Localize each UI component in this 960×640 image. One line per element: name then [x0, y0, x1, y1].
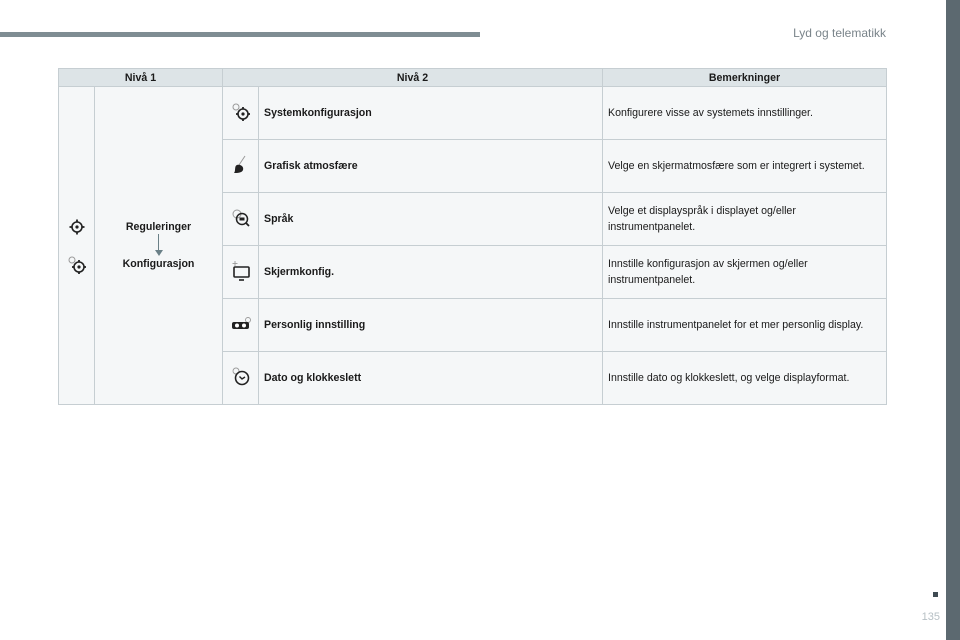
table-row	[59, 87, 887, 140]
settings-table	[58, 68, 887, 405]
level1-label-bottom: Konfigurasjon	[122, 258, 195, 270]
row-remark: Innstille konfigurasjon av skjermen og/eller instrumentpanelet.	[603, 246, 887, 299]
level1-labels-cell	[95, 87, 223, 405]
row-icon-cell	[223, 299, 259, 352]
row-icon-cell	[223, 352, 259, 405]
row-remark: Konfigurere visse av systemets innstillinger.	[603, 87, 887, 140]
top-accent-bar	[0, 32, 480, 37]
side-strip	[946, 0, 960, 640]
monitor-icon	[229, 259, 253, 283]
row-label: Dato og klokkeslett	[259, 352, 603, 405]
header-remarks: Bemerkninger	[603, 69, 887, 87]
row-label: Grafisk atmosfære	[259, 140, 603, 193]
page-marker	[933, 592, 938, 597]
row-remark: Velge et displayspråk i displayet og/eller instrumentpanelet.	[603, 193, 887, 246]
row-label: Personlig innstilling	[259, 299, 603, 352]
row-label: Språk	[259, 193, 603, 246]
row-icon-cell	[223, 87, 259, 140]
row-icon-cell	[223, 246, 259, 299]
header-level1: Nivå 1	[59, 69, 223, 87]
brush-icon	[229, 153, 253, 177]
row-label: Skjermkonfig.	[259, 246, 603, 299]
row-label: Systemkonfigurasjon	[259, 87, 603, 140]
row-icon-cell	[223, 193, 259, 246]
header-level2: Nivå 2	[223, 69, 603, 87]
settings-gears-icon	[229, 100, 253, 124]
settings-gears-icon	[65, 253, 89, 277]
page-number: 135	[921, 611, 940, 623]
level1-label-top: Reguleringer	[125, 221, 192, 233]
connector-line	[158, 234, 159, 250]
clock-icon	[229, 365, 253, 389]
language-icon	[229, 206, 253, 230]
section-title: Lyd og telematikk	[793, 26, 886, 40]
instrument-panel-icon	[229, 312, 253, 336]
row-remark: Velge en skjermatmosfære som er integrert i systemet.	[603, 140, 887, 193]
gear-icon	[65, 215, 89, 239]
row-icon-cell	[223, 140, 259, 193]
row-remark: Innstille instrumentpanelet for et mer personlig display.	[603, 299, 887, 352]
arrow-down-icon	[155, 250, 163, 256]
table-header-row	[59, 69, 887, 87]
level1-icons-cell	[59, 87, 95, 405]
row-remark: Innstille dato og klokkeslett, og velge displayformat.	[603, 352, 887, 405]
